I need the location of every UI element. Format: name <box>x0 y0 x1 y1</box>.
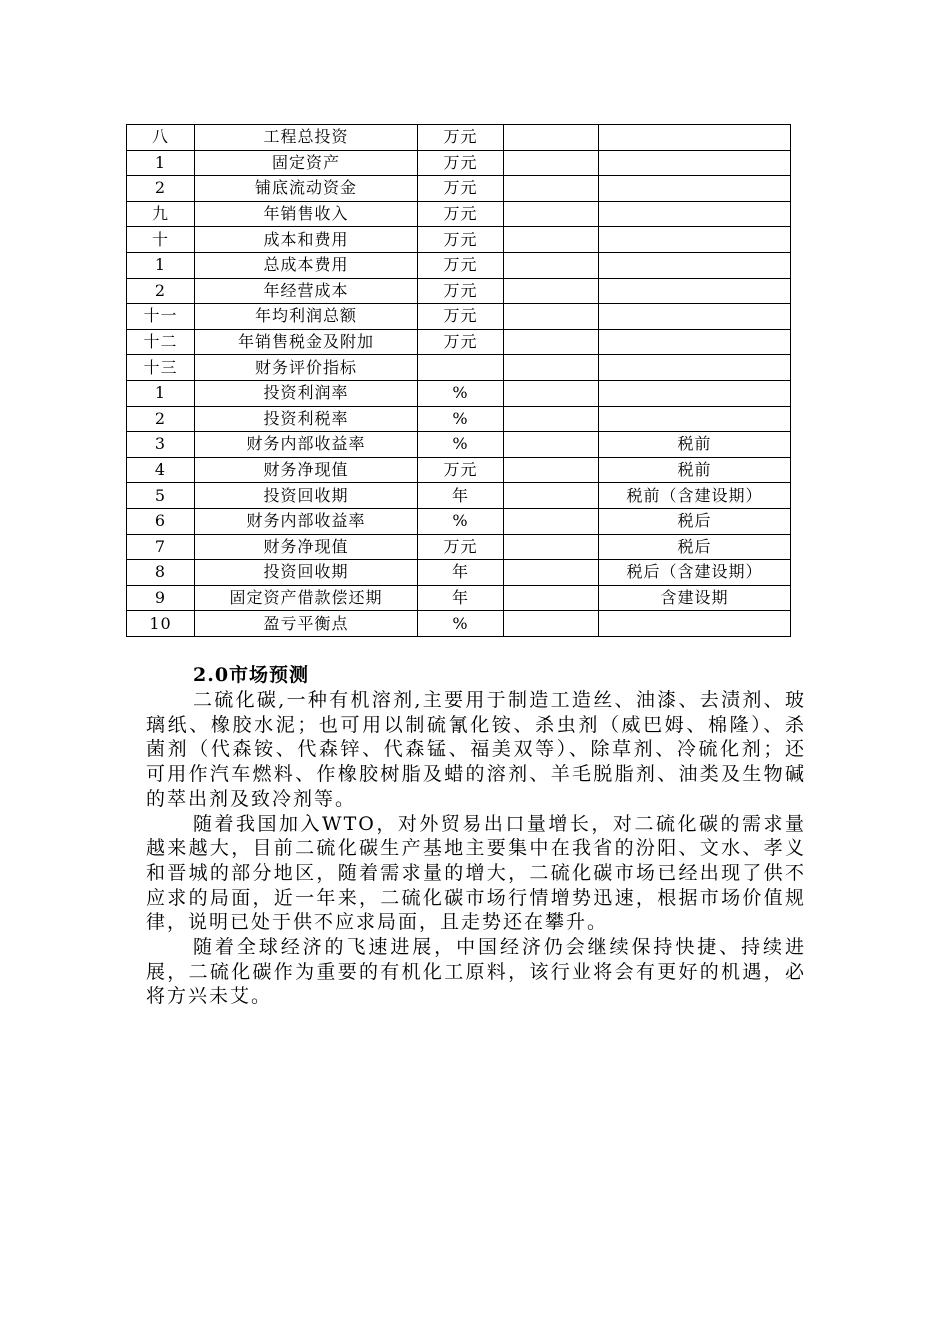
cell-remark <box>599 201 791 227</box>
cell-unit: 万元 <box>418 201 504 227</box>
cell-unit: % <box>418 432 504 458</box>
cell-row-index: 1 <box>127 150 195 176</box>
cell-unit: 年 <box>418 483 504 509</box>
cell-unit: % <box>418 611 504 637</box>
cell-row-index: 十二 <box>127 329 195 355</box>
table-row <box>127 457 791 483</box>
cell-unit <box>418 355 504 381</box>
paragraph-demand: 随着我国加入WTO，对外贸易出口量增长，对二硫化碳的需求量越来越大，目前二硫化碳生产基地主要集中在我省的汾阳、文水、孝义和晋城的部分地区，随着需求量的增大，二硫化碳市场已经出现了供不应求的局面，近一年来，二硫化碳市场行情增势迅速，根据市场价值规律，说明已处于供不应求局面，且走势还在攀升。 <box>146 812 806 934</box>
cell-row-index: 九 <box>127 201 195 227</box>
cell-row-index: 7 <box>127 534 195 560</box>
cell-item-name: 固定资产借款偿还期 <box>195 585 418 611</box>
cell-remark: 税后 <box>599 508 791 534</box>
cell-item-name: 盈亏平衡点 <box>195 611 418 637</box>
cell-value <box>504 252 599 278</box>
cell-value <box>504 227 599 253</box>
financial-indicator-table <box>126 124 791 637</box>
cell-unit: 年 <box>418 560 504 586</box>
cell-remark: 税后 <box>599 534 791 560</box>
cell-remark: 税前 <box>599 432 791 458</box>
cell-row-index: 6 <box>127 508 195 534</box>
cell-value <box>504 150 599 176</box>
cell-remark <box>599 125 791 151</box>
table-row <box>127 380 791 406</box>
cell-row-index: 八 <box>127 125 195 151</box>
table-row <box>127 252 791 278</box>
cell-remark: 含建设期 <box>599 585 791 611</box>
cell-value <box>504 380 599 406</box>
cell-value <box>504 278 599 304</box>
cell-value <box>504 483 599 509</box>
table-row <box>127 150 791 176</box>
cell-row-index: 10 <box>127 611 195 637</box>
cell-unit: 万元 <box>418 150 504 176</box>
cell-value <box>504 304 599 330</box>
cell-row-index: 3 <box>127 432 195 458</box>
cell-item-name: 财务内部收益率 <box>195 432 418 458</box>
cell-row-index: 4 <box>127 457 195 483</box>
section-heading: 2.0市场预测 <box>193 664 310 686</box>
cell-row-index: 1 <box>127 380 195 406</box>
cell-unit: % <box>418 406 504 432</box>
cell-unit: 万元 <box>418 534 504 560</box>
cell-value <box>504 176 599 202</box>
table-row <box>127 278 791 304</box>
cell-row-index: 9 <box>127 585 195 611</box>
cell-item-name: 投资利税率 <box>195 406 418 432</box>
cell-item-name: 年销售收入 <box>195 201 418 227</box>
cell-remark <box>599 380 791 406</box>
cell-item-name: 工程总投资 <box>195 125 418 151</box>
cell-row-index: 5 <box>127 483 195 509</box>
cell-row-index: 8 <box>127 560 195 586</box>
cell-remark <box>599 150 791 176</box>
cell-unit: 年 <box>418 585 504 611</box>
cell-value <box>504 355 599 381</box>
table-row <box>127 304 791 330</box>
cell-remark <box>599 176 791 202</box>
paragraph-outlook: 随着全球经济的飞速进展，中国经济仍会继续保持快捷、持续进展，二硫化碳作为重要的有机化工原料，该行业将会有更好的机遇，必将方兴未艾。 <box>146 936 806 1008</box>
cell-value <box>504 457 599 483</box>
cell-unit: % <box>418 508 504 534</box>
cell-unit: 万元 <box>418 329 504 355</box>
cell-value <box>504 611 599 637</box>
table-row <box>127 125 791 151</box>
cell-value <box>504 560 599 586</box>
cell-item-name: 年经营成本 <box>195 278 418 304</box>
table-row <box>127 227 791 253</box>
table-row <box>127 355 791 381</box>
cell-item-name: 财务内部收益率 <box>195 508 418 534</box>
cell-remark <box>599 329 791 355</box>
cell-value <box>504 201 599 227</box>
cell-remark <box>599 304 791 330</box>
cell-remark <box>599 406 791 432</box>
cell-value <box>504 585 599 611</box>
cell-item-name: 铺底流动资金 <box>195 176 418 202</box>
cell-item-name: 投资回收期 <box>195 560 418 586</box>
cell-row-index: 2 <box>127 406 195 432</box>
cell-item-name: 年销售税金及附加 <box>195 329 418 355</box>
market-forecast-section <box>146 662 806 1009</box>
cell-remark: 税前 <box>599 457 791 483</box>
cell-remark: 税前（含建设期） <box>599 483 791 509</box>
cell-unit: 万元 <box>418 304 504 330</box>
cell-unit: % <box>418 380 504 406</box>
table-row <box>127 508 791 534</box>
cell-value <box>504 329 599 355</box>
cell-value <box>504 508 599 534</box>
cell-row-index: 十三 <box>127 355 195 381</box>
table-row <box>127 560 791 586</box>
cell-unit: 万元 <box>418 457 504 483</box>
cell-remark <box>599 611 791 637</box>
cell-value <box>504 534 599 560</box>
cell-item-name: 年均利润总额 <box>195 304 418 330</box>
table-row <box>127 406 791 432</box>
cell-value <box>504 406 599 432</box>
table-row <box>127 611 791 637</box>
cell-row-index: 十 <box>127 227 195 253</box>
cell-unit: 万元 <box>418 252 504 278</box>
cell-remark <box>599 355 791 381</box>
cell-remark <box>599 252 791 278</box>
cell-row-index: 2 <box>127 176 195 202</box>
cell-item-name: 固定资产 <box>195 150 418 176</box>
cell-item-name: 总成本费用 <box>195 252 418 278</box>
cell-remark: 税后（含建设期） <box>599 560 791 586</box>
table-row <box>127 534 791 560</box>
table-body <box>127 125 791 637</box>
paragraph-uses: 二硫化碳,一种有机溶剂,主要用于制造工造丝、油漆、去渍剂、玻璃纸、橡胶水泥；也可用以制硫氰化铵、杀虫剂（威巴姆、棉隆）、杀菌剂（代森铵、代森锌、代森锰、福美双等）、除草剂、冷硫化剂；还可用作汽车燃料、作橡胶树脂及蜡的溶剂、羊毛脱脂剂、油类及生物碱的萃出剂及致冷剂等。 <box>146 689 806 810</box>
cell-remark <box>599 227 791 253</box>
table-row <box>127 483 791 509</box>
cell-row-index: 1 <box>127 252 195 278</box>
cell-value <box>504 432 599 458</box>
cell-unit: 万元 <box>418 176 504 202</box>
cell-item-name: 财务净现值 <box>195 457 418 483</box>
cell-value <box>504 125 599 151</box>
table-row <box>127 201 791 227</box>
cell-unit: 万元 <box>418 227 504 253</box>
table-row <box>127 432 791 458</box>
table-row <box>127 585 791 611</box>
cell-row-index: 2 <box>127 278 195 304</box>
cell-row-index: 十一 <box>127 304 195 330</box>
cell-unit: 万元 <box>418 125 504 151</box>
cell-remark <box>599 278 791 304</box>
cell-item-name: 投资回收期 <box>195 483 418 509</box>
cell-item-name: 财务净现值 <box>195 534 418 560</box>
cell-item-name: 财务评价指标 <box>195 355 418 381</box>
cell-item-name: 成本和费用 <box>195 227 418 253</box>
cell-unit: 万元 <box>418 278 504 304</box>
table-row <box>127 176 791 202</box>
cell-item-name: 投资利润率 <box>195 380 418 406</box>
table-row <box>127 329 791 355</box>
